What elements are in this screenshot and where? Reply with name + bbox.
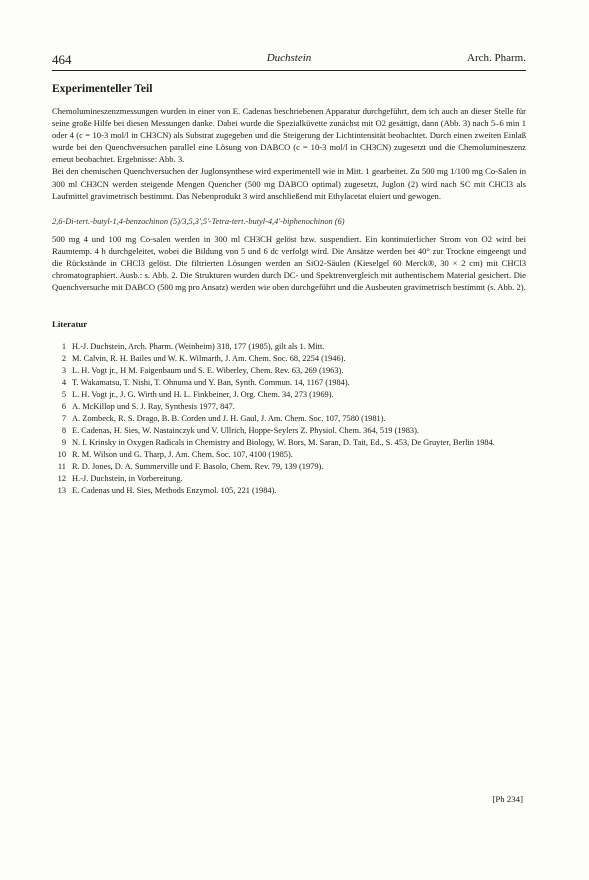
section-title: Experimenteller Teil [52,83,153,95]
reference-item: 1 H.-J. Duchstein, Arch. Pharm. (Weinheim) 318, 177 (1985), gilt als 1. Mitt. [61,342,325,352]
reference-item: 4 T. Wakamatsu, T. Nishi, T. Ohnuma und Y. Ban, Synth. Commun. 14, 1167 (1984). [61,378,350,388]
paragraph-chemiluminescence: Chemolumineszenzmessungen wurden in einer von E. Cadenas beschriebenen Apparatur durchgeführt, dem ich auch an dieser Stelle für seine große Hilfe bei diesen Messungen danke. Dabei wurde die Spezialküvette zunächst mit O2 gesättigt, dann (Abb. 3) nach 5–6 min 1 oder 4 (c = 10-3 mol/l in CH3CN) als Substrat zugegeben und die Steigerung der Lichtintensität beobachtet. Durch einen zweiten Einlaß wurde bei den Quenchversuchen parallel eine Lösung von DABCO (c = 10-3 mol/l in CH3CN) zugesetzt und die Chemolumineszenz erneut beobachtet. Ergebnisse: Abb. 3. [52,106,526,165]
paragraph-quench: Bei den chemischen Quenchversuchen der Juglonsynthese wird experimentell wie in Mitt. 1 gearbeitet. Zu 500 mg 1/100 mg Co-Salen in 300 ml CH3CN werden steigende Mengen Quencher (500 mg DABCO optimal) zugesetzt, Juglon (2) wird nach SC mit CHCl3 als Laufmittel gravimetrisch bestimmt. Das Nebenprodukt 3 wird anschließend mit Ethylacetat eluiert und gewogen. [52,166,526,201]
reference-item: 5 L. H. Vogt jr., J. G. Wirth und H. L. Finkbeiner, J. Org. Chem. 34, 273 (1969). [61,390,334,400]
running-header [52,52,526,71]
journal-name: Arch. Pharm. [467,52,526,64]
reference-item: 13 E. Cadenas und H. Sies, Methods Enzymol. 105, 221 (1984). [57,486,277,496]
literature-title: Literatur [52,319,88,330]
reference-item: 7 A. Zombeck, R. S. Drago, B. B. Corden und J. H. Gaul, J. Am. Chem. Soc. 107, 7580 (1981). [61,414,386,424]
reference-item: 9 N. I. Krinsky in Oxygen Radicals in Chemistry and Biology, W. Bors, M. Saran, D. Tait, Ed., S. 453, De Gruyter, Berlin 1984. [61,438,495,448]
running-author: Duchstein [266,52,312,64]
page-number: 464 [52,52,72,67]
reference-item: 11 R. D. Jones, D. A. Summerville und F. Basolo, Chem. Rev. 79, 139 (1979). [57,462,324,472]
reference-item: 2 M. Calvin, R. H. Bailes und W. K. Wilmarth, J. Am. Chem. Soc. 68, 2254 (1946). [61,354,346,364]
reference-item: 6 A. McKillop und S. J. Ray, Synthesis 1977, 847. [61,402,235,412]
footer-code: [Ph 234] [492,794,523,804]
reference-item: 10 R. M. Wilson und G. Tharp, J. Am. Chem. Soc. 107, 4100 (1985). [57,450,293,460]
reference-item: 8 E. Cadenas, H. Sies, W. Nastainczyk und V. Ullrich, Hoppe-Seylers Z. Physiol. Chem. 364, 519 (1983). [61,426,419,436]
reference-item: 12 H.-J. Duchstein, in Vorbereitung. [57,474,183,484]
reference-list [52,341,526,496]
reference-item: 3 L. H. Vogt jr., H M. Faigenbaum und S. E. Wiberley, Chem. Rev. 63, 269 (1963). [61,366,344,376]
paragraph-procedure: 500 mg 4 und 100 mg Co-salen werden in 300 ml CH3CH gelöst bzw. suspendiert. Ein kontinuierlicher Strom von O2 wird bei Raumtemp. 4 h durchgeleitet, wobei die Bildung von 5 und 6 dc verfolgt wird. Die Ansätze werden bei 40° zur Trockne eingeengt und die Rückstände in CHCl3 gelöst. Die filtrierten Lösungen werden an SiO2-Säulen (Kieselgel 60 Merck®, 30 × 2 cm) mit CHCl3 chromatographiert. Ausb.: s. Abb. 2. Die Strukturen wurden durch DC- und Spektrenvergleich mit authentischem Material gesichert. Die Quenchversuche mit DABCO (500 mg pro Ansatz) werden wie oben durchgeführt und die Ausbeuten gravimetrisch bestimmt (s. Abb. 2). [52,233,526,293]
article-page [52,52,526,497]
compound-heading: 2,6-Di-tert.-butyl-1,4-benzochinon (5)/3,5,3',5'-Tetra-tert.-butyl-4,4'-biphenochinon (6) [52,216,345,226]
